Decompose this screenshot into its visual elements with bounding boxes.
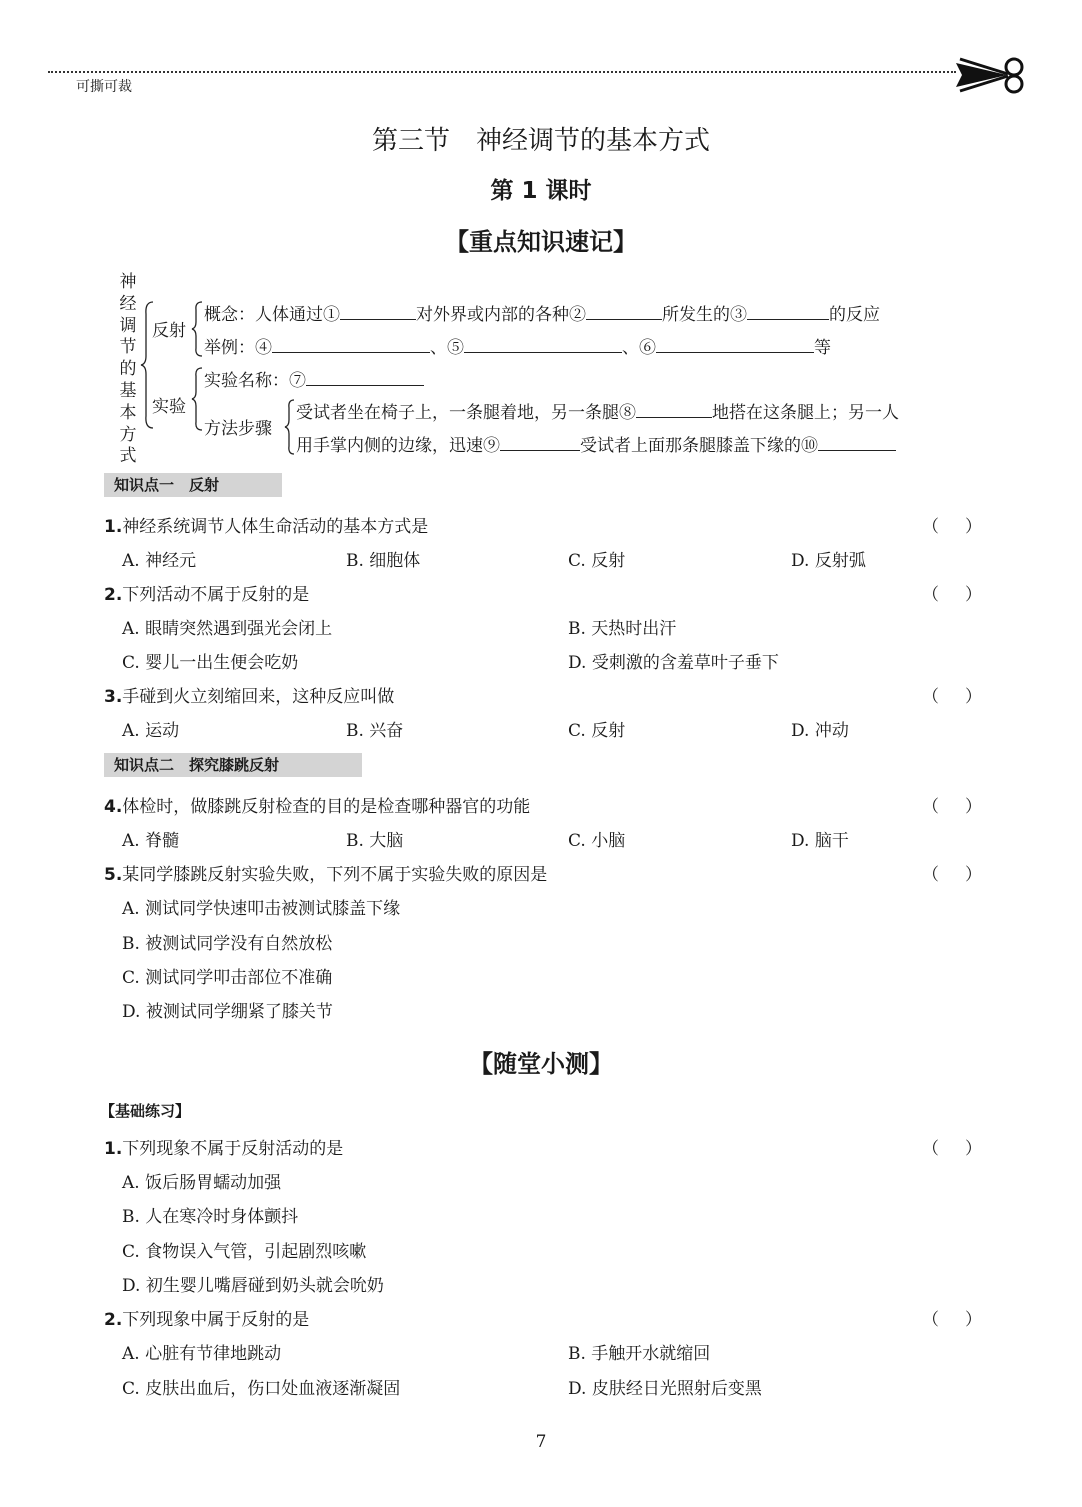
quiz-question-2: 2.下列现象中属于反射的是 [104, 1310, 310, 1330]
section-bar-2: 知识点二 探究膝跳反射 [104, 753, 362, 777]
quiz-title: 【随堂小测】 [469, 1050, 613, 1078]
blank-3[interactable] [747, 302, 829, 320]
section-bar-1: 知识点一 反射 [104, 473, 282, 497]
option[interactable]: B. 大脑 [346, 831, 404, 851]
option[interactable]: C. 婴儿一出生便会吃奶 [122, 653, 299, 673]
option[interactable]: B. 被测试同学没有自然放松 [122, 934, 333, 954]
lesson-title: 第 1 课时 [490, 178, 592, 204]
answer-paren[interactable]: （ ） [922, 517, 982, 537]
option[interactable]: D. 反射弧 [791, 551, 866, 571]
blank-6[interactable] [656, 335, 814, 353]
option[interactable]: D. 脑干 [791, 831, 849, 851]
option[interactable]: D. 皮肤经日光照射后变黑 [568, 1379, 762, 1399]
cut-label: 可撕可裁 [76, 79, 132, 95]
option[interactable]: A. 测试同学快速叩击被测试膝盖下缘 [122, 899, 401, 919]
option[interactable]: D. 受刺激的含羞草叶子垂下 [568, 653, 779, 673]
quiz-question-1: 1.下列现象不属于反射活动的是 [104, 1139, 344, 1159]
option[interactable]: C. 食物误入气管，引起剧烈咳嗽 [122, 1242, 367, 1262]
option[interactable]: C. 小脑 [568, 831, 626, 851]
question-5: 5.某同学膝跳反射实验失败，下列不属于实验失败的原因是 [104, 865, 548, 885]
blank-9[interactable] [500, 433, 580, 451]
option[interactable]: C. 反射 [568, 551, 626, 571]
option[interactable]: C. 测试同学叩击部位不准确 [122, 968, 333, 988]
answer-paren[interactable]: （ ） [922, 1310, 982, 1330]
option[interactable]: A. 脊髓 [122, 831, 180, 851]
experiment-brace [190, 366, 204, 432]
answer-paren[interactable]: （ ） [922, 797, 982, 817]
answer-paren[interactable]: （ ） [922, 865, 982, 885]
outline-root: 神经调节的基本方式 [119, 272, 137, 467]
step-1: 受试者坐在椅子上，一条腿着地，另一条腿⑧ 地搭在这条腿上；另一人 [296, 398, 899, 423]
blank-1[interactable] [340, 302, 416, 320]
concept-line: 概念：人体通过① 对外界或内部的各种② 所发生的③ 的反应 [204, 300, 880, 325]
option[interactable]: A. 运动 [122, 721, 180, 741]
question-3: 3.手碰到火立刻缩回来，这种反应叫做 [104, 687, 395, 707]
option[interactable]: C. 皮肤出血后，伤口处血液逐渐凝固 [122, 1379, 401, 1399]
question-2: 2.下列活动不属于反射的是 [104, 585, 310, 605]
option[interactable]: A. 神经元 [122, 551, 197, 571]
scissors-icon [954, 55, 1030, 95]
example-line: 举例：④ 、⑤ 、⑥ 等 [204, 333, 831, 358]
knowledge-title: 【重点知识速记】 [445, 228, 637, 256]
option[interactable]: B. 人在寒冷时身体颤抖 [122, 1207, 299, 1227]
blank-4[interactable] [272, 335, 430, 353]
blank-7[interactable] [306, 368, 424, 386]
step-2: 用手掌内侧的边缘，迅速⑨ 受试者上面那条腿膝盖下缘的⑩ [296, 431, 896, 456]
option[interactable]: A. 饭后肠胃蠕动加强 [122, 1173, 282, 1193]
option[interactable]: B. 兴奋 [346, 721, 404, 741]
question-4: 4.体检时，做膝跳反射检查的目的是检查哪种器官的功能 [104, 797, 531, 817]
blank-5[interactable] [464, 335, 622, 353]
answer-paren[interactable]: （ ） [922, 585, 982, 605]
option[interactable]: B. 细胞体 [346, 551, 421, 571]
basic-practice-label: 【基础练习】 [100, 1102, 191, 1120]
answer-paren[interactable]: （ ） [922, 687, 982, 707]
option[interactable]: B. 天热时出汗 [568, 619, 677, 639]
option[interactable]: A. 眼睛突然遇到强光会闭上 [122, 619, 333, 639]
steps-label: 方法步骤 [204, 419, 272, 439]
experiment-label: 实验 [152, 397, 186, 417]
page-number: 7 [535, 1432, 547, 1452]
blank-2[interactable] [586, 302, 662, 320]
reflex-label: 反射 [152, 321, 186, 341]
question-1: 1.神经系统调节人体生命活动的基本方式是 [104, 517, 429, 537]
blank-10[interactable] [818, 433, 896, 451]
steps-brace [284, 398, 296, 456]
option[interactable]: B. 手触开水就缩回 [568, 1344, 711, 1364]
option[interactable]: C. 反射 [568, 721, 626, 741]
experiment-name-line: 实验名称：⑦ [204, 366, 424, 391]
option[interactable]: D. 冲动 [791, 721, 849, 741]
option[interactable]: A. 心脏有节律地跳动 [122, 1344, 282, 1364]
section-title: 第三节 神经调节的基本方式 [371, 126, 710, 156]
option[interactable]: D. 被测试同学绷紧了膝关节 [122, 1002, 333, 1022]
blank-8[interactable] [636, 400, 712, 418]
cut-line [48, 71, 956, 73]
answer-paren[interactable]: （ ） [922, 1139, 982, 1159]
option[interactable]: D. 初生婴儿嘴唇碰到奶头就会吮奶 [122, 1276, 384, 1296]
reflex-brace [190, 300, 204, 358]
